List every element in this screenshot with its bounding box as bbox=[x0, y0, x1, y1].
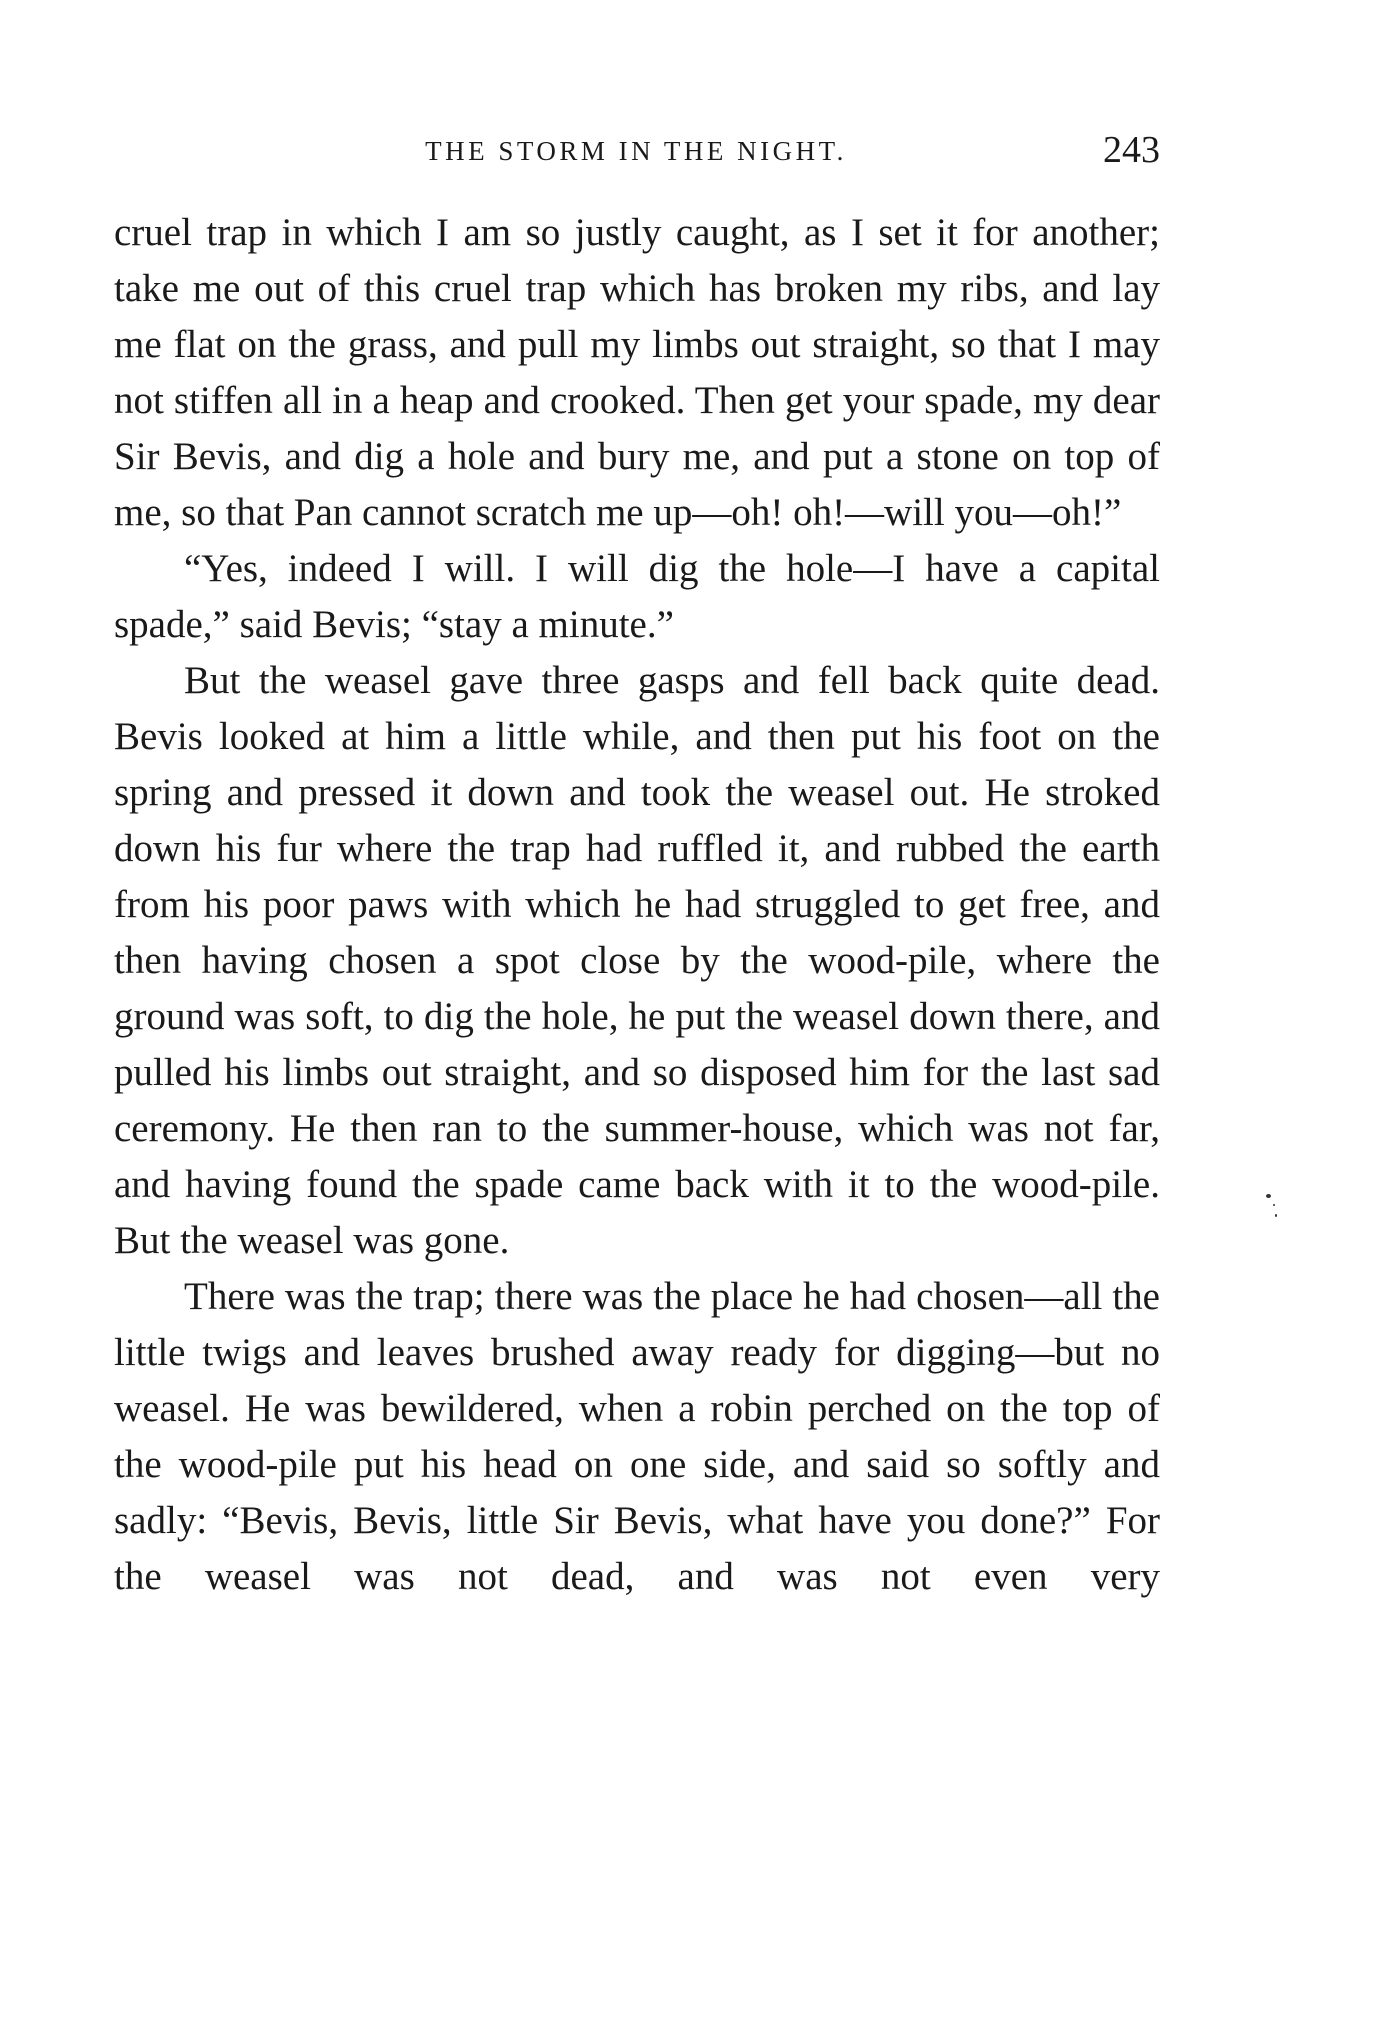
print-specks bbox=[1266, 1192, 1278, 1222]
body-text bbox=[114, 205, 1160, 1605]
speck bbox=[1273, 1204, 1275, 1206]
paragraph: “Yes, indeed I will. I will dig the hole—I have a capital spade,” said Bevis; “stay a minute.” bbox=[114, 547, 1160, 646]
chapter-title: THE STORM IN THE NIGHT. bbox=[425, 136, 847, 166]
running-head bbox=[112, 128, 1160, 178]
paragraph: There was the trap; there was the place he had chosen—all the little twigs and leaves brushed away ready for digging—but no weasel. He was bewildered, when a robin perched on the top of the wood-pile put his head on one side, and said so softly and sadly: “Bevis, Bevis, little Sir Bevis, what have you done?” For the weasel was not dead, and was not even very bbox=[114, 1275, 1160, 1598]
page-number: 243 bbox=[1103, 129, 1160, 171]
paragraph: cruel trap in which I am so justly caught, as I set it for another; take me out of this cruel trap which has broken my ribs, and lay me flat on the grass, and pull my limbs out straight, so that I may not stiffen all in a heap and crooked. Then get your spade, my dear Sir Bevis, and dig a hole and bury me, and put a stone on top of me, so that Pan cannot scratch me up—oh! oh!—will you—oh!” bbox=[114, 211, 1160, 534]
speck bbox=[1275, 1214, 1277, 1217]
speck bbox=[1266, 1194, 1271, 1198]
paragraph: But the weasel gave three gasps and fell back quite dead. Bevis looked at him a little while, and then put his foot on the spring and pressed it down and took the weasel out. He stroked down his fur where the trap had ruffled it, and rubbed the earth from his poor paws with which he had struggled to get free, and then having chosen a spot close by the wood-pile, where the ground was soft, to dig the hole, he put the weasel down there, and pulled his limbs out straight, and so disposed him for the last sad ceremony. He then ran to the summer-house, which was not far, and having found the spade came back with it to the wood-pile. But the weasel was gone. bbox=[114, 659, 1160, 1262]
